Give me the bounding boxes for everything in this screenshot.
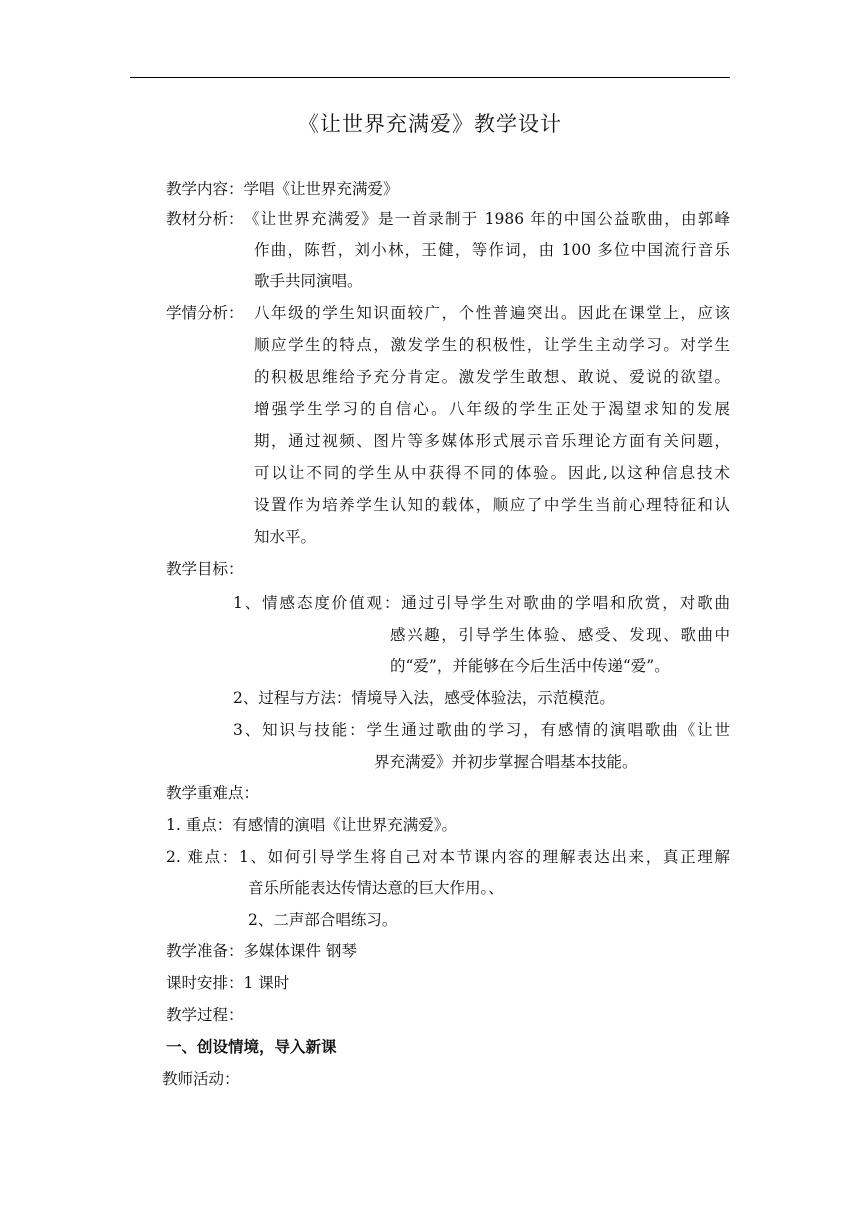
learners-line: 可以让不同的学生从中获得不同的体验。因此,以这种信息技术	[254, 464, 730, 482]
goal-1-cont: 的“爱”，并能够在今后生活中传递“爱”。	[390, 657, 670, 675]
section-heading: 一、创设情境，导入新课	[166, 1038, 337, 1056]
analysis-label: 教材分析：	[166, 210, 244, 228]
header-rule	[130, 77, 730, 78]
goal-3: 3、知识与技能：学生通过歌曲的学习，有感情的演唱歌曲《让世	[233, 721, 730, 739]
key-points-label: 教学重难点：	[166, 784, 260, 802]
teacher-activity-label: 教师活动：	[162, 1070, 240, 1088]
learners-line: 的积极思维给予充分肯定。激发学生敢想、敢说、爱说的欲望。	[254, 368, 730, 386]
learners-line: 八年级的学生知识面较广，个性普遍突出。因此在课堂上，应该	[254, 304, 730, 322]
learners-line: 顺应学生的特点，激发学生的积极性，让学生主动学习。对学生	[254, 336, 730, 354]
analysis-line: 《让世界充满爱》是一首录制于 1986 年的中国公益歌曲，由郭峰	[244, 210, 730, 228]
analysis-line: 作曲，陈哲，刘小林，王健，等作词，由 100 多位中国流行音乐	[254, 241, 730, 259]
learners-line: 知水平。	[254, 528, 317, 546]
learners-line: 增强学生学习的自信心。八年级的学生正处于渴望求知的发展	[254, 400, 730, 418]
teaching-content: 教学内容：学唱《让世界充满爱》	[166, 180, 399, 198]
schedule: 课时安排：1 课时	[166, 974, 290, 992]
key-point-2-cont: 音乐所能表达传情达意的巨大作用。、	[248, 879, 504, 897]
key-point-2: 2. 难点：1、如何引导学生将自己对本节课内容的理解表达出来，真正理解	[166, 848, 730, 866]
preparation: 教学准备：多媒体课件 钢琴	[166, 942, 357, 960]
learners-line: 设置作为培养学生认知的载体，顺应了中学生当前心理特征和认	[254, 496, 730, 514]
key-point-1: 1. 重点：有感情的演唱《让世界充满爱》。	[166, 816, 457, 834]
learners-label: 学情分析：	[166, 304, 244, 322]
learners-line: 期，通过视频、图片等多媒体形式展示音乐理论方面有关问题，	[254, 432, 730, 450]
analysis-line: 歌手共同演唱。	[254, 272, 363, 290]
goal-1-cont: 感兴趣，引导学生体验、感受、发现、歌曲中	[390, 626, 730, 644]
goal-2: 2、过程与方法：情境导入法，感受体验法，示范模范。	[233, 689, 615, 707]
key-point-2-sub: 2、二声部合唱练习。	[248, 911, 398, 929]
process-label: 教学过程：	[166, 1006, 244, 1024]
page-title: 《让世界充满爱》教学设计	[298, 112, 562, 136]
goal-1: 1、情感态度价值观：通过引导学生对歌曲的学唱和欣赏，对歌曲	[233, 594, 730, 612]
goal-3-cont: 界充满爱》并初步掌握合唱基本技能。	[374, 753, 638, 771]
goals-label: 教学目标：	[166, 560, 244, 578]
